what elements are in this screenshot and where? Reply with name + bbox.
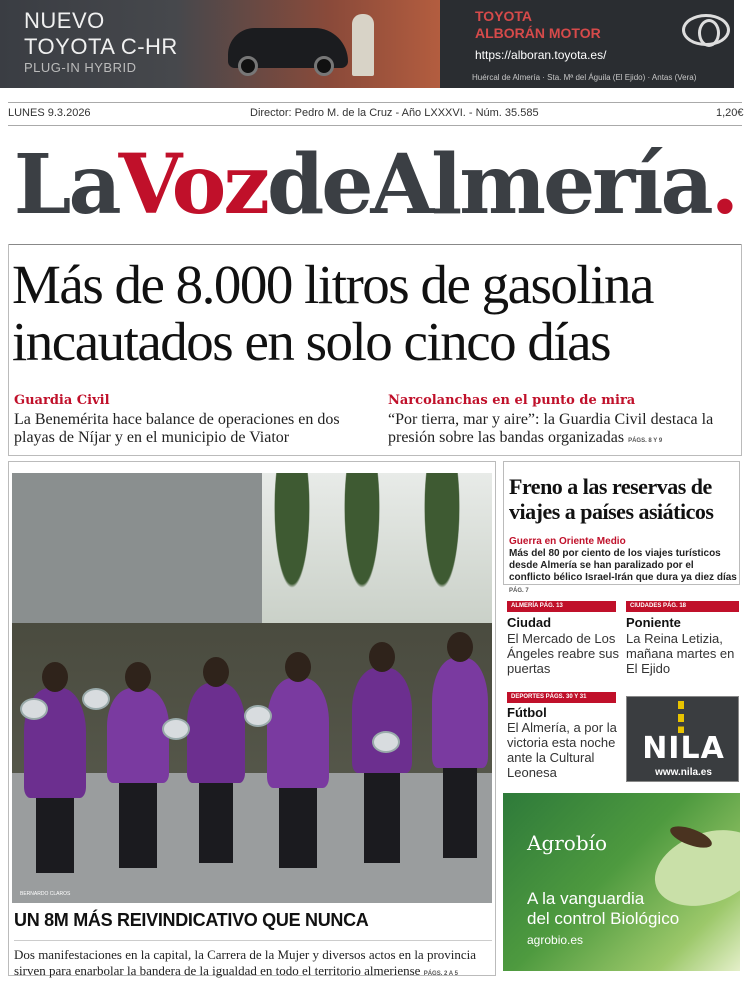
brief-text-poniente: La Reina Letizia, mañana martes en El Ejido	[626, 631, 735, 676]
side-story-headline[interactable]: Freno a las reservas de viajes a países asiáticos	[509, 474, 714, 524]
photo-pageref: PÁGS. 2 A 5	[423, 971, 458, 977]
march-8-photo[interactable]	[12, 473, 492, 903]
masthead-voz: Voz	[118, 137, 267, 233]
lead-headline[interactable]	[12, 256, 742, 370]
lead-left-kicker: Guardia Civil	[14, 393, 110, 408]
ad-headline-1: NUEVO	[24, 8, 105, 33]
agrobio-tagline-2: del control Biológico	[527, 909, 680, 928]
lead-headline-line1: Más de 8.000 litros de gasolina	[12, 254, 653, 315]
issue-price: 1,20€	[716, 107, 744, 119]
lead-right-deck-text: “Por tierra, mar y aire”: la Guardia Civil destaca la presión sobre las bandas organizadas	[388, 411, 714, 446]
masthead-almeria: deAlmería	[266, 137, 711, 233]
nila-wordmark: NILA	[642, 731, 725, 766]
agrobio-brand: Agrobío	[527, 831, 608, 855]
brief-title-ciudad[interactable]: Ciudad	[507, 615, 552, 630]
divider	[14, 940, 492, 941]
agrobio-ad[interactable]	[503, 793, 740, 971]
road-stripe-icon	[678, 701, 684, 733]
ad-headline-2: TOYOTA C-HR	[24, 34, 178, 59]
brief-text-futbol: El Almería, a por la victoria esta noche ante la Cultural Leonesa	[507, 720, 617, 780]
ad-headline-3: PLUG-IN HYBRID	[24, 60, 137, 75]
divider	[8, 125, 742, 126]
divider	[8, 102, 742, 103]
brief-title-futbol[interactable]: Fútbol	[507, 705, 547, 720]
brief-bar-futbol: DEPORTES PÁGS. 30 Y 31	[507, 692, 616, 703]
photo-deck	[14, 947, 494, 982]
side-story-deck	[509, 548, 737, 597]
lead-headline-line2: incautados en solo cinco días	[12, 311, 610, 372]
issue-date: LUNES 9.3.2026	[8, 107, 91, 119]
lead-right-deck	[388, 411, 733, 450]
lead-right-kicker: Narcolanchas en el punto de mira	[388, 393, 636, 408]
side-story-pageref: PÁG. 7	[509, 588, 529, 594]
side-story-deck-text: Más del 80 por ciento de los viajes turísticos desde Almería se han paralizado por el conflicto bélico Israel-Irán que dura ya diez días	[509, 548, 737, 583]
masthead-la: La	[13, 137, 119, 233]
brief-text-ciudad: El Mercado de Los Ángeles reabre sus puertas	[507, 631, 620, 676]
masthead-dot: .	[710, 137, 737, 233]
agrobio-tagline-1: A la vanguardia	[527, 889, 645, 908]
toyota-logo-icon	[682, 14, 730, 46]
ad-addresses: Huércal de Almería · Sta. Mª del Águila (El Ejido) · Antas (Vera)	[472, 73, 697, 82]
brief-bar-poniente: CIUDADES PÁG. 18	[626, 601, 739, 612]
masthead-logo[interactable]	[0, 135, 750, 235]
ad-brand-2: ALBORÁN MOTOR	[475, 25, 601, 41]
toyota-ad-banner[interactable]	[0, 0, 734, 88]
nila-ad[interactable]	[626, 696, 739, 782]
car-image	[228, 28, 348, 68]
brief-bar-ciudad: ALMERÍA PÁG. 13	[507, 601, 616, 612]
photo-deck-text: Dos manifestaciones en la capital, la Carrera de la Mujer y diversos actos en la provincia sirven para enarbolar la bandera de la igualdad en todo el territorio almeriense	[14, 947, 477, 978]
lead-left-deck: La Benemérita hace balance de operaciones en dos playas de Níjar y en el municipio de Viator	[14, 411, 340, 446]
issue-info: Director: Pedro M. de la Cruz - Año LXXXVI. - Núm. 35.585	[250, 107, 539, 119]
lead-right-pageref: PÁGS. 8 Y 9	[628, 438, 663, 444]
agrobio-url: agrobio.es	[527, 933, 584, 947]
agrobio-tagline	[527, 889, 679, 929]
photo-credit: BERNARDO CLAROS	[20, 891, 71, 897]
ad-brand-1: TOYOTA	[475, 8, 533, 24]
photo-headline[interactable]: UN 8M MÁS REIVINDICATIVO QUE NUNCA	[14, 910, 369, 930]
person-image	[352, 14, 374, 76]
side-story-kicker: Guerra en Oriente Medio	[509, 536, 626, 547]
nila-url: www.nila.es	[655, 767, 712, 778]
ad-url[interactable]: https://alboran.toyota.es/	[475, 48, 607, 62]
brief-title-poniente[interactable]: Poniente	[626, 615, 681, 630]
